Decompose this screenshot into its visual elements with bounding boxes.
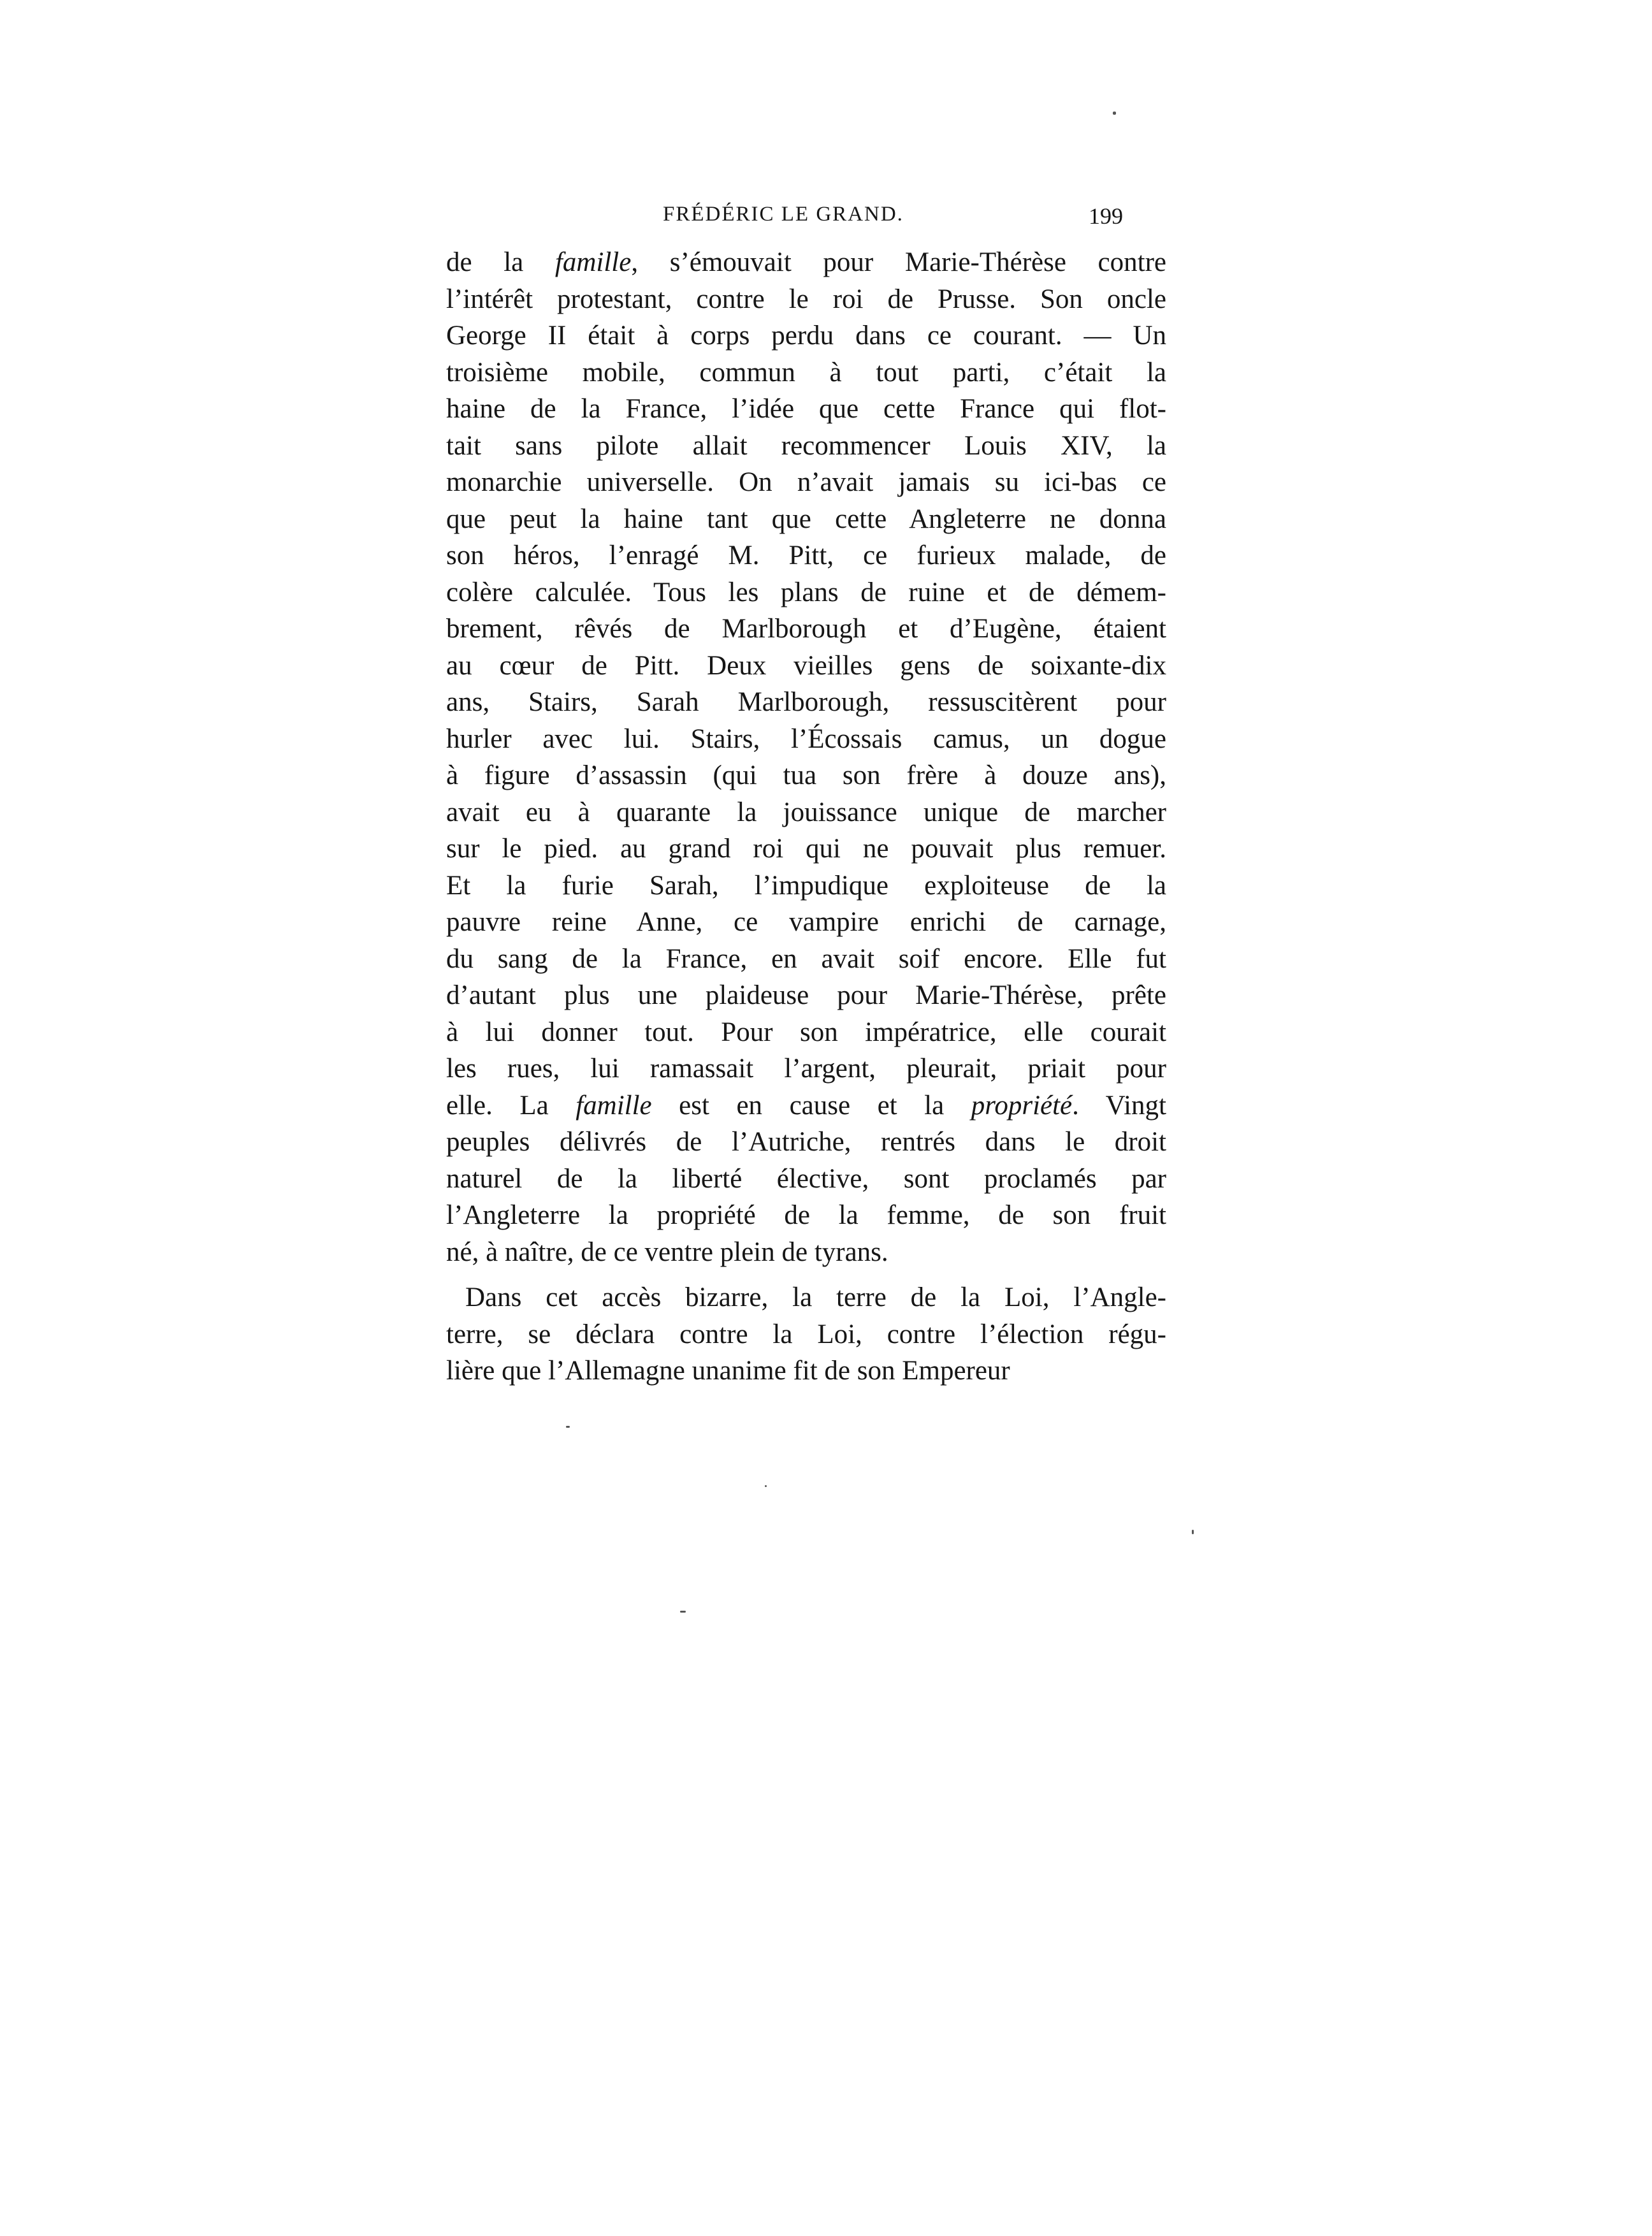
text-line — [446, 317, 1166, 354]
text-line — [446, 941, 1166, 978]
italic-text: famille — [576, 1090, 652, 1121]
text-run: l’intérêt protestant, contre le roi de Prusse. Son oncle — [446, 284, 1166, 314]
text-run: peuples délivrés de l’Autriche, rentrés dans le droit — [446, 1127, 1166, 1157]
text-run: terre, se déclara contre la Loi, contre l’élection régu- — [446, 1319, 1166, 1349]
text-line — [446, 354, 1166, 391]
italic-text: famille — [554, 247, 632, 277]
text-run: l’Angleterre la propriété de la femme, de son fruit — [446, 1200, 1166, 1230]
text-line — [446, 428, 1166, 465]
text-run: tait sans pilote allait recommencer Louis XIV, la — [446, 430, 1166, 461]
text-run: colère calculée. Tous les plans de ruine et de démem- — [446, 577, 1166, 607]
text-line — [446, 1014, 1166, 1051]
text-line — [446, 574, 1166, 611]
paragraph-gap — [446, 1270, 1166, 1279]
text-line — [446, 1087, 1166, 1124]
text-line — [446, 611, 1166, 648]
text-run: hurler avec lui. Stairs, l’Écossais camus, un dogue — [446, 723, 1166, 754]
text-block — [446, 244, 1166, 1390]
text-run: du sang de la France, en avait soif encore. Elle fut — [446, 943, 1166, 974]
text-run: George II était à corps perdu dans ce courant. — Un — [446, 321, 1166, 351]
text-line — [446, 794, 1166, 831]
text-line — [446, 1050, 1166, 1087]
text-line — [446, 831, 1166, 868]
speck-mark — [1192, 1530, 1194, 1534]
text-line — [446, 464, 1166, 501]
text-line — [446, 868, 1166, 904]
running-head: FRÉDÉRIC LE GRAND. — [663, 203, 904, 226]
text-line — [446, 1124, 1166, 1161]
text-line — [446, 904, 1166, 941]
text-run: haine de la France, l’idée que cette France qui flot- — [446, 394, 1166, 424]
text-line — [446, 1353, 1166, 1390]
text-line — [446, 244, 1166, 281]
speck-mark — [765, 1485, 767, 1487]
text-line — [446, 1234, 1166, 1271]
text-line — [446, 1197, 1166, 1234]
text-run: . Vingt — [1072, 1090, 1167, 1121]
text-run: est en cause et la — [651, 1090, 971, 1121]
text-run: de la — [446, 247, 555, 277]
text-run: Dans cet accès bizarre, la terre de la Loi, l’Angle- — [465, 1282, 1166, 1312]
italic-text: propriété — [971, 1090, 1073, 1121]
text-run: avait eu à quarante la jouissance unique de marcher — [446, 797, 1166, 827]
text-line — [446, 501, 1166, 538]
text-run: monarchie universelle. On n’avait jamais su ici-bas ce — [446, 467, 1166, 497]
text-line — [446, 391, 1166, 428]
text-line — [446, 684, 1166, 721]
text-line — [446, 537, 1166, 574]
speck-mark — [680, 1611, 686, 1613]
text-line — [446, 281, 1166, 318]
text-run: naturel de la liberté élective, sont proclamés par — [446, 1163, 1166, 1194]
speck-mark — [1113, 112, 1116, 115]
text-line — [446, 648, 1166, 685]
text-run: au cœur de Pitt. Deux vieilles gens de soixante-dix — [446, 650, 1166, 681]
text-line — [446, 1279, 1166, 1316]
text-run: lière que l’Allemagne unanime fit de son Empereur — [446, 1356, 1010, 1386]
text-run: , s’émouvait pour Marie-Thérèse contre — [631, 247, 1166, 277]
text-line — [446, 721, 1166, 758]
text-line — [446, 757, 1166, 794]
text-run: troisième mobile, commun à tout parti, c’était la — [446, 357, 1166, 388]
text-run: pauvre reine Anne, ce vampire enrichi de carnage, — [446, 907, 1166, 937]
text-run: d’autant plus une plaideuse pour Marie-Thérèse, prête — [446, 980, 1166, 1010]
page-number: 199 — [1089, 203, 1123, 229]
text-line — [446, 1161, 1166, 1198]
text-run: son héros, l’enragé M. Pitt, ce furieux malade, de — [446, 541, 1166, 570]
text-run: brement, rêvés de Marlborough et d’Eugène, étaient — [446, 614, 1166, 644]
text-run: elle. La — [446, 1090, 576, 1121]
text-run: né, à naître, de ce ventre plein de tyrans. — [446, 1237, 888, 1267]
text-run: les rues, lui ramassait l’argent, pleurait, priait pour — [446, 1054, 1166, 1084]
text-run: que peut la haine tant que cette Angleterre ne donna — [446, 504, 1166, 534]
text-run: Et la furie Sarah, l’impudique exploiteuse de la — [446, 870, 1166, 901]
text-run: ans, Stairs, Sarah Marlborough, ressuscitèrent pour — [446, 687, 1166, 717]
text-run: à figure d’assassin (qui tua son frère à douze ans), — [446, 760, 1166, 790]
text-line — [446, 977, 1166, 1014]
speck-mark — [566, 1426, 570, 1428]
text-line — [446, 1316, 1166, 1353]
text-run: à lui donner tout. Pour son impératrice, elle courait — [446, 1017, 1166, 1047]
text-run: sur le pied. au grand roi qui ne pouvait plus remuer. — [446, 834, 1166, 864]
